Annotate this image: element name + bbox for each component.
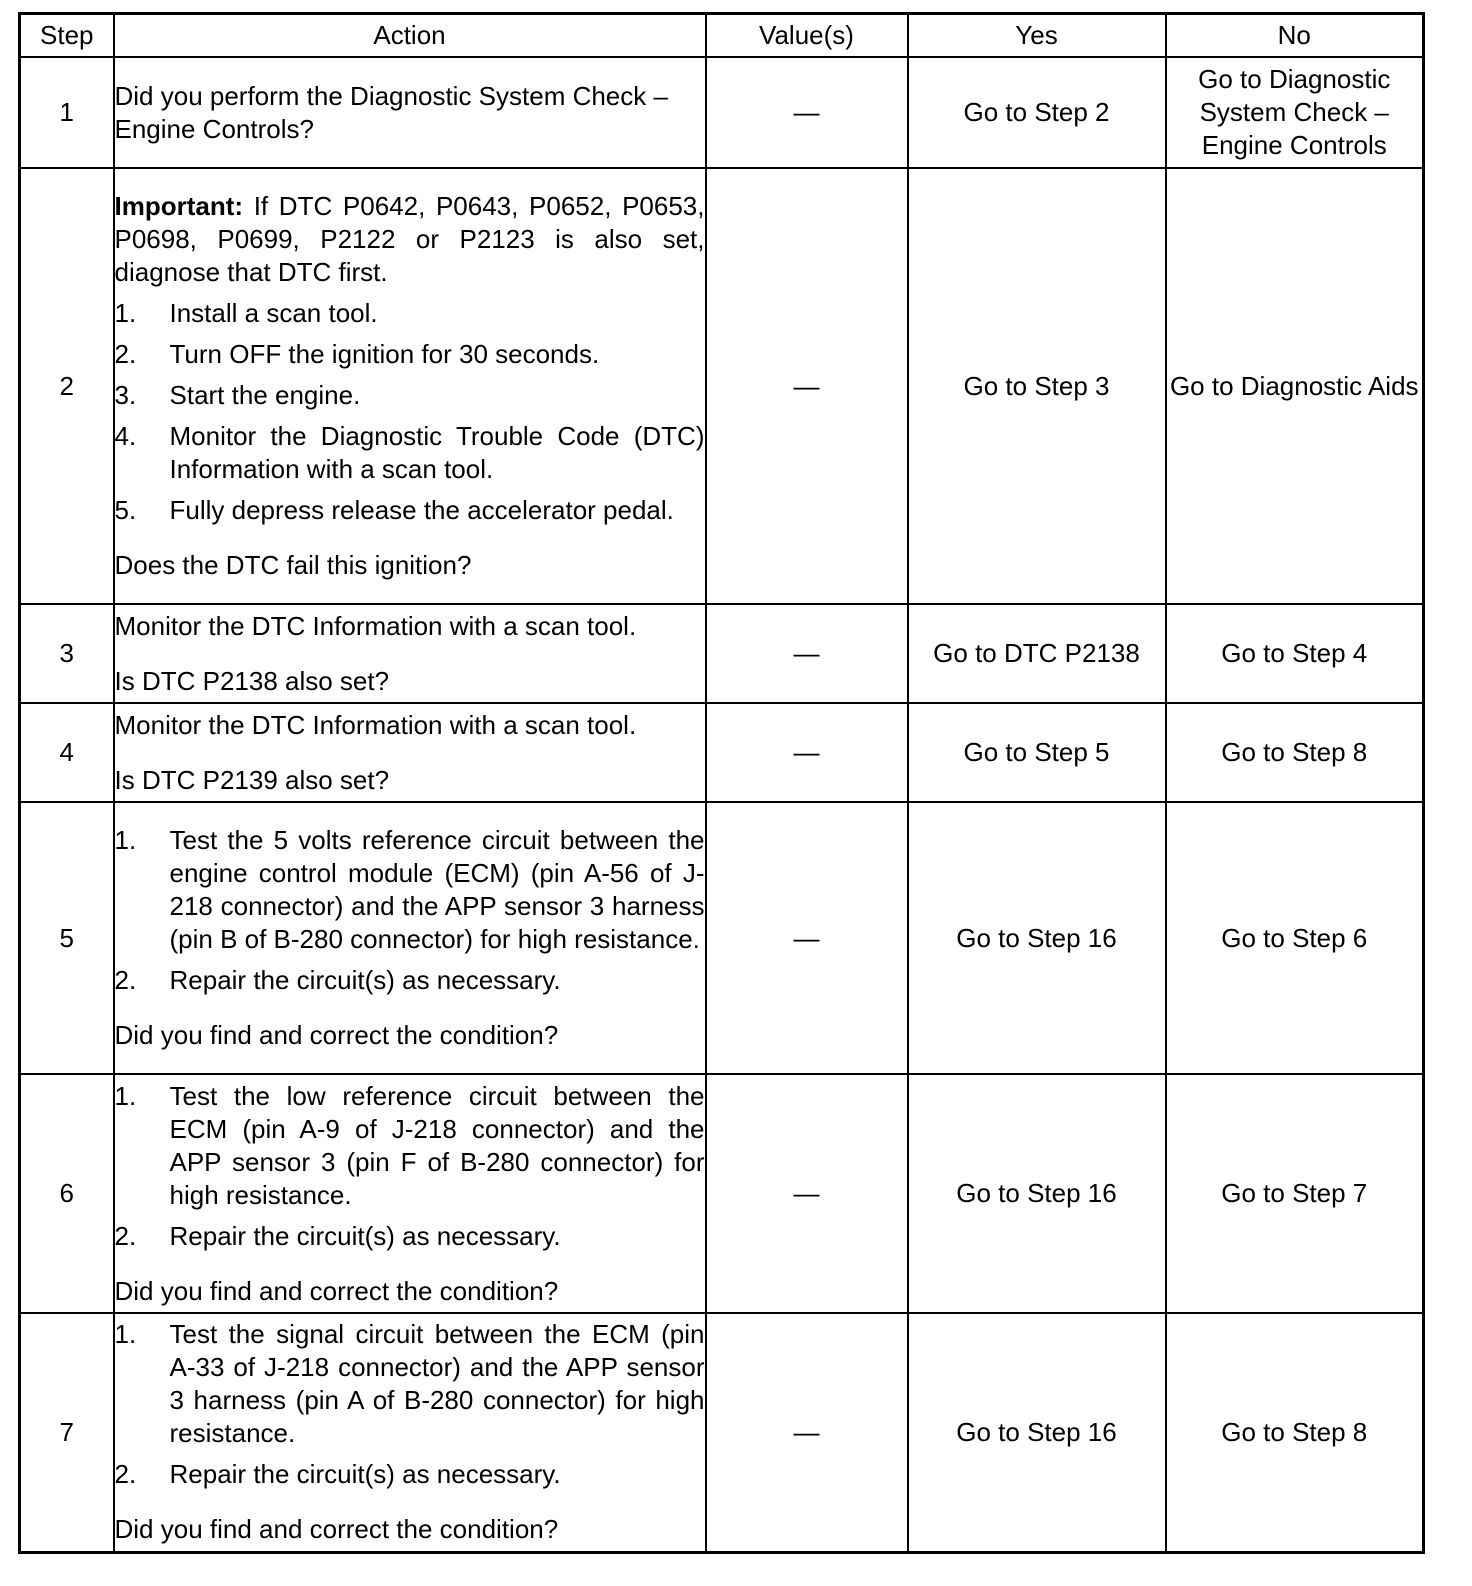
action-cell xyxy=(114,604,706,703)
action-question: Did you perform the Diagnostic System Check – Engine Controls? xyxy=(114,80,668,144)
action-steps xyxy=(115,824,705,997)
step-number: 2 xyxy=(20,168,114,604)
item-text: Repair the circuit(s) as necessary. xyxy=(169,1220,561,1251)
yes-cell: Go to Step 2 xyxy=(908,57,1166,168)
no-cell: Go to Step 7 xyxy=(1166,1074,1424,1313)
action-cell xyxy=(114,168,706,604)
item-number: 1. xyxy=(114,1319,137,1350)
item-number: 1. xyxy=(114,298,137,328)
header-yes: Yes xyxy=(908,14,1166,58)
list-item xyxy=(115,1220,705,1253)
item-text: Test the low reference circuit between the ECM (pin A-9 of J-218 connector) and the APP sensor 3 (pin F of B-280 connector) for high resistance. xyxy=(169,1080,705,1210)
no-cell: Go to Step 8 xyxy=(1166,1313,1424,1552)
important-text: If DTC P0642, P0643, P0652, P0653, P0698, P0699, P2122 or P2123 is also set, diagnose that DTC first. xyxy=(114,191,705,287)
no-cell: Go to Step 6 xyxy=(1166,802,1424,1074)
diagnostic-table xyxy=(18,12,1425,1554)
table-row xyxy=(20,604,1424,703)
list-item xyxy=(115,379,705,412)
header-no: No xyxy=(1166,14,1424,58)
list-item xyxy=(115,297,705,330)
item-number: 2. xyxy=(114,339,137,369)
action-question: Is DTC P2139 also set? xyxy=(114,764,390,795)
no-cell: Go to Diagnostic Aids xyxy=(1166,168,1424,604)
table-row xyxy=(20,1313,1424,1552)
action-cell xyxy=(114,1313,706,1552)
action-steps xyxy=(115,1318,705,1491)
item-text: Turn OFF the ignition for 30 seconds. xyxy=(169,339,600,369)
action-question: Did you find and correct the condition? xyxy=(114,1514,559,1545)
item-text: Fully depress release the accelerator pedal. xyxy=(169,495,674,525)
diagnostic-page xyxy=(18,12,1422,1554)
item-number: 2. xyxy=(114,1459,137,1490)
no-cell: Go to Diagnostic System Check – Engine Controls xyxy=(1166,57,1424,168)
list-item xyxy=(115,338,705,371)
action-question: Is DTC P2138 also set? xyxy=(114,665,390,696)
header-action: Action xyxy=(114,14,706,58)
list-item xyxy=(115,1080,705,1212)
item-number: 2. xyxy=(114,1220,137,1251)
item-number: 4. xyxy=(114,421,137,451)
step-number: 1 xyxy=(20,57,114,168)
item-text: Install a scan tool. xyxy=(169,298,378,328)
yes-cell: Go to Step 16 xyxy=(908,1074,1166,1313)
action-steps xyxy=(115,297,705,527)
no-cell: Go to Step 8 xyxy=(1166,703,1424,802)
item-text: Repair the circuit(s) as necessary. xyxy=(169,1459,561,1490)
action-cell xyxy=(114,1074,706,1313)
value-cell: — xyxy=(706,1074,908,1313)
list-item xyxy=(115,824,705,956)
yes-cell: Go to Step 16 xyxy=(908,802,1166,1074)
action-cell xyxy=(114,703,706,802)
list-item xyxy=(115,964,705,997)
value-cell: — xyxy=(706,604,908,703)
item-text: Monitor the Diagnostic Trouble Code (DTC) Information with a scan tool. xyxy=(169,421,705,484)
value-cell: — xyxy=(706,802,908,1074)
table-row xyxy=(20,57,1424,168)
list-item xyxy=(115,1458,705,1491)
table-row xyxy=(20,168,1424,604)
item-number: 1. xyxy=(114,1080,137,1111)
item-text: Start the engine. xyxy=(169,380,361,410)
item-number: 2. xyxy=(114,965,137,995)
value-cell: — xyxy=(706,1313,908,1552)
item-number: 1. xyxy=(114,825,137,855)
list-item xyxy=(115,420,705,486)
action-instruction: Monitor the DTC Information with a scan tool. xyxy=(114,610,637,641)
action-steps xyxy=(115,1080,705,1253)
header-row xyxy=(20,14,1424,58)
step-number: 4 xyxy=(20,703,114,802)
value-cell: — xyxy=(706,703,908,802)
header-step: Step xyxy=(20,14,114,58)
header-values: Value(s) xyxy=(706,14,908,58)
action-question: Does the DTC fail this ignition? xyxy=(114,550,472,580)
step-number: 3 xyxy=(20,604,114,703)
yes-cell: Go to Step 16 xyxy=(908,1313,1166,1552)
action-instruction: Monitor the DTC Information with a scan tool. xyxy=(114,709,637,740)
list-item xyxy=(115,1318,705,1450)
item-number: 5. xyxy=(114,495,137,525)
item-text: Test the 5 volts reference circuit between the engine control module (ECM) (pin A-56 of J-218 connector) and the APP sensor 3 harness (pin B of B-280 connector) for high resistance. xyxy=(169,825,705,954)
action-question: Did you find and correct the condition? xyxy=(114,1020,559,1050)
table-row xyxy=(20,703,1424,802)
important-note xyxy=(115,190,705,289)
no-cell: Go to Step 4 xyxy=(1166,604,1424,703)
yes-cell: Go to DTC P2138 xyxy=(908,604,1166,703)
action-question: Did you find and correct the condition? xyxy=(114,1275,559,1306)
list-item xyxy=(115,494,705,527)
step-number: 5 xyxy=(20,802,114,1074)
action-cell xyxy=(114,57,706,168)
step-number: 7 xyxy=(20,1313,114,1552)
item-number: 3. xyxy=(114,380,137,410)
value-cell: — xyxy=(706,168,908,604)
table-row xyxy=(20,802,1424,1074)
step-number: 6 xyxy=(20,1074,114,1313)
important-label: Important: xyxy=(114,191,244,221)
action-cell xyxy=(114,802,706,1074)
item-text: Repair the circuit(s) as necessary. xyxy=(169,965,561,995)
yes-cell: Go to Step 5 xyxy=(908,703,1166,802)
value-cell: — xyxy=(706,57,908,168)
yes-cell: Go to Step 3 xyxy=(908,168,1166,604)
item-text: Test the signal circuit between the ECM (pin A-33 of J-218 connector) and the APP sensor 3 harness (pin A of B-280 connector) for high resistance. xyxy=(169,1319,705,1449)
table-row xyxy=(20,1074,1424,1313)
